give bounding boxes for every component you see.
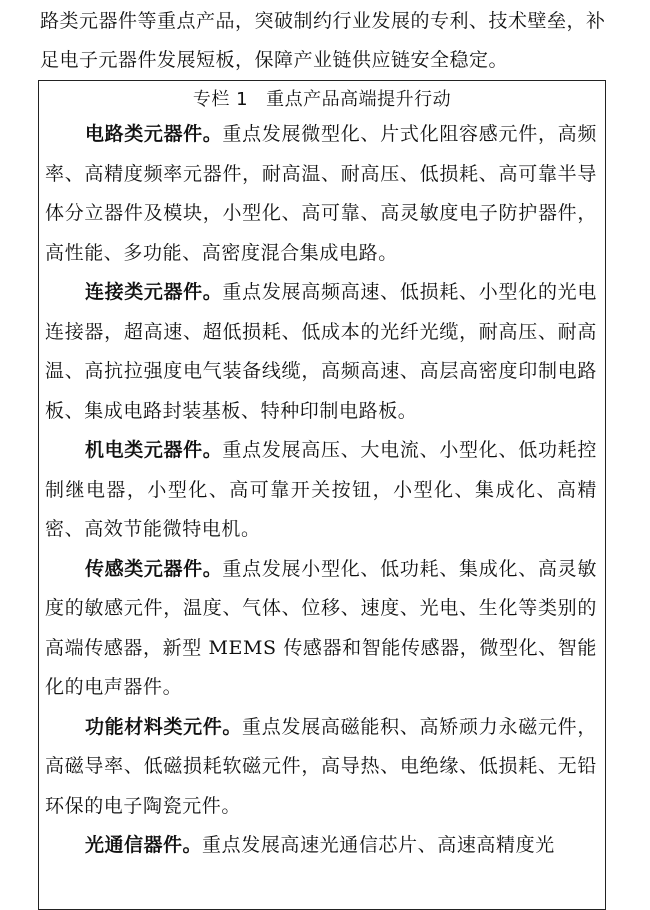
- section-heading: 机电类元器件。: [85, 439, 223, 461]
- section-body: 重点发展高压、大电流、小型化、低功耗控制继电器，小型化、高可靠开关按钮，小型化、集成化、高精密、高效节能微特电机。: [45, 439, 597, 540]
- section-heading: 光通信器件。: [85, 834, 203, 856]
- section-heading: 电路类元器件。: [85, 123, 223, 145]
- section-body: 重点发展高磁能积、高矫顽力永磁元件，高磁导率、低磁损耗软磁元件，高导热、电绝缘、低损耗、无铅环保的电子陶瓷元件。: [45, 715, 597, 817]
- section-heading: 传感类元器件。: [85, 557, 223, 580]
- section-functional-material-components: [39, 708, 605, 827]
- box-title-number: 专栏 1: [192, 89, 249, 110]
- section-heading: 功能材料类元件。: [85, 715, 243, 738]
- box-title-text: 重点产品高端提升行动: [266, 89, 452, 110]
- section-sensor-components: [39, 550, 605, 708]
- section-body: 重点发展高频高速、低损耗、小型化的光电连接器，超高速、超低损耗、低成本的光纤光缆，耐高压、耐高温、高抗拉强度电气装备线缆，高频高速、高层高密度印制电路板、集成电路封装基板、特种印制电路板。: [45, 281, 597, 422]
- section-optical-communication-devices: [39, 826, 605, 866]
- intro-paragraph: 路类元器件等重点产品，突破制约行业发展的专利、技术壁垒，补足电子元器件发展短板，保障产业链供应链安全稳定。: [40, 10, 606, 71]
- section-body: 重点发展小型化、低功耗、集成化、高灵敏度的敏感元件，温度、气体、位移、速度、光电、生化等类别的高端传感器，新型 MEMS 传感器和智能传感器，微型化、智能化的电声器件。: [45, 557, 597, 698]
- section-heading: 连接类元器件。: [85, 281, 223, 303]
- section-body: 重点发展高速光通信芯片、高速高精度光: [202, 834, 555, 856]
- section-electromechanical-components: [39, 431, 605, 550]
- section-circuit-components: [39, 115, 605, 273]
- section-body: 重点发展微型化、片式化阻容感元件，高频率、高精度频率元器件，耐高温、耐高压、低损耗、高可靠半导体分立器件及模块，小型化、高可靠、高灵敏度电子防护器件，高性能、多功能、高密度混合集成电路。: [45, 123, 597, 264]
- section-connection-components: [39, 273, 605, 431]
- feature-box: [38, 80, 606, 910]
- box-title: [39, 85, 605, 115]
